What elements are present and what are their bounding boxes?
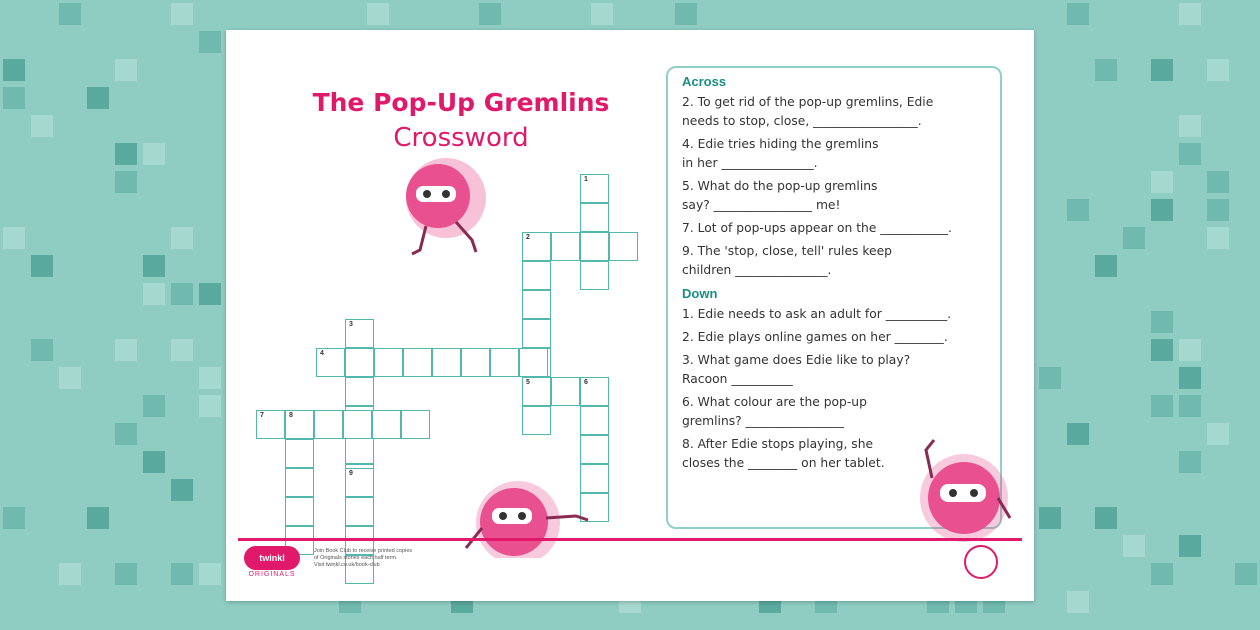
background-pixel — [3, 59, 25, 81]
gremlin-illustration-right — [906, 428, 1016, 548]
worksheet — [226, 30, 1034, 601]
background-pixel — [59, 3, 81, 25]
background-pixel — [59, 367, 81, 389]
background-pixel — [31, 255, 53, 277]
background-pixel — [1207, 227, 1229, 249]
page-subtitle: Crossword — [393, 123, 529, 153]
down-heading: Down — [682, 286, 718, 301]
clue-line: children _______________. — [682, 263, 832, 277]
clue-line: needs to stop, close, _________________. — [682, 114, 922, 128]
clue-line: closes the ________ on her tablet. — [682, 456, 885, 470]
twinkl-logo: twinkl — [244, 546, 300, 570]
clue-line: 2. Edie plays online games on her ________. — [682, 330, 948, 344]
crossword-cell[interactable] — [401, 410, 430, 439]
background-pixel — [1151, 199, 1173, 221]
crossword-cell[interactable] — [343, 410, 372, 439]
background-pixel — [171, 563, 193, 585]
background-pixel — [143, 451, 165, 473]
background-pixel — [1151, 395, 1173, 417]
background-pixel — [3, 87, 25, 109]
clue-number: 9 — [349, 470, 353, 477]
background-pixel — [1179, 451, 1201, 473]
background-pixel — [1179, 115, 1201, 137]
clue-line: 3. What game does Edie like to play? — [682, 353, 911, 367]
across-clue — [682, 135, 986, 173]
background-pixel — [115, 143, 137, 165]
crossword-cell[interactable] — [316, 348, 345, 377]
clue-line: 6. What colour are the pop-up — [682, 395, 867, 409]
footer-line-3: Visit twinkl.co.uk/book-club — [314, 562, 380, 568]
crossword-cell[interactable] — [522, 261, 551, 290]
background-pixel — [675, 3, 697, 25]
background-pixel — [171, 227, 193, 249]
background-pixel — [1039, 507, 1061, 529]
across-clue — [682, 219, 986, 238]
background-pixel — [1179, 535, 1201, 557]
background-pixel — [87, 507, 109, 529]
background-pixel — [1151, 171, 1173, 193]
clue-line: gremlins? ________________ — [682, 414, 844, 428]
background-pixel — [115, 423, 137, 445]
crossword-cell[interactable] — [519, 348, 548, 377]
background-pixel — [1179, 339, 1201, 361]
across-clue — [682, 177, 986, 215]
page-title: The Pop-Up Gremlins — [312, 88, 610, 117]
clue-number: 6 — [584, 379, 588, 386]
crossword-cell[interactable] — [522, 232, 551, 261]
crossword-cell[interactable] — [345, 468, 374, 497]
background-pixel — [1207, 59, 1229, 81]
background-pixel — [1067, 591, 1089, 613]
footer-divider — [238, 538, 1022, 541]
background-pixel — [199, 395, 221, 417]
crossword-cell[interactable] — [580, 203, 609, 232]
background-pixel — [1179, 143, 1201, 165]
crossword-cell[interactable] — [580, 261, 609, 290]
across-clue — [682, 93, 986, 131]
background-pixel — [1067, 3, 1089, 25]
crossword-cell[interactable] — [461, 348, 490, 377]
crossword-cell[interactable] — [345, 319, 374, 348]
crossword-cell[interactable] — [372, 410, 401, 439]
background-pixel — [1095, 507, 1117, 529]
background-pixel — [1123, 535, 1145, 557]
crossword-cell[interactable] — [374, 348, 403, 377]
background-pixel — [199, 367, 221, 389]
background-pixel — [171, 3, 193, 25]
background-pixel — [1151, 339, 1173, 361]
background-pixel — [199, 283, 221, 305]
background-pixel — [1039, 367, 1061, 389]
twinkl-logo-subtitle: ORIGINALS — [248, 571, 296, 578]
clue-number: 7 — [260, 412, 264, 419]
crossword-cell[interactable] — [285, 439, 314, 468]
gremlin-illustration-bottom — [448, 478, 608, 558]
down-clue — [682, 393, 986, 431]
crossword-cell[interactable] — [345, 377, 374, 406]
background-pixel — [591, 3, 613, 25]
crossword-cell[interactable] — [522, 406, 551, 435]
clue-line: 4. Edie tries hiding the gremlins — [682, 137, 879, 151]
background-pixel — [1207, 171, 1229, 193]
crossword-cell[interactable] — [580, 174, 609, 203]
crossword-cell[interactable] — [285, 410, 314, 439]
background-pixel — [1067, 199, 1089, 221]
crossword-cell[interactable] — [403, 348, 432, 377]
background-pixel — [1179, 3, 1201, 25]
background-pixel — [367, 3, 389, 25]
background-pixel — [1067, 423, 1089, 445]
crossword-cell[interactable] — [345, 435, 374, 464]
clue-line: 8. After Edie stops playing, she — [682, 437, 874, 451]
background-pixel — [115, 339, 137, 361]
crossword-cell[interactable] — [551, 232, 580, 261]
clue-number: 3 — [349, 321, 353, 328]
clue-line: 2. To get rid of the pop-up gremlins, Edie — [682, 95, 934, 109]
background-pixel — [115, 171, 137, 193]
clue-number: 5 — [526, 379, 530, 386]
background-pixel — [1123, 227, 1145, 249]
background-pixel — [1095, 59, 1117, 81]
crossword-cell[interactable] — [256, 410, 285, 439]
crossword-cell[interactable] — [285, 497, 314, 526]
background-pixel — [1151, 563, 1173, 585]
crossword-cell[interactable] — [285, 468, 314, 497]
gremlin-illustration-top — [386, 158, 506, 268]
crossword-cell[interactable] — [551, 377, 580, 406]
background-pixel — [31, 339, 53, 361]
background-pixel — [143, 143, 165, 165]
background-pixel — [171, 339, 193, 361]
twinkl-badge-icon — [964, 545, 998, 579]
background-pixel — [479, 3, 501, 25]
background-pixel — [1095, 255, 1117, 277]
background-pixel — [1151, 59, 1173, 81]
across-clue — [682, 242, 986, 280]
footer-line-1: Join Book Club to receive printed copies — [314, 548, 413, 554]
down-clue — [682, 305, 986, 324]
across-clue-list — [682, 93, 986, 280]
background-pixel — [115, 563, 137, 585]
background-pixel — [1207, 199, 1229, 221]
clue-line: 5. What do the pop-up gremlins — [682, 179, 878, 193]
background-pixel — [143, 395, 165, 417]
background-pixel — [199, 31, 221, 53]
background-pixel — [3, 227, 25, 249]
footer-text — [314, 548, 474, 569]
clue-line: 9. The 'stop, close, tell' rules keep — [682, 244, 892, 258]
clue-line: in her _______________. — [682, 156, 818, 170]
clue-number: 2 — [526, 234, 530, 241]
background-pixel — [1207, 423, 1229, 445]
clue-line: 7. Lot of pop-ups appear on the ___________. — [682, 221, 952, 235]
across-heading: Across — [682, 74, 727, 89]
crossword-cell[interactable] — [314, 410, 343, 439]
crossword-cell[interactable] — [345, 497, 374, 526]
crossword-cell[interactable] — [580, 435, 609, 464]
crossword-cell[interactable] — [580, 232, 609, 261]
crossword-cell[interactable] — [609, 232, 638, 261]
down-clue — [682, 328, 986, 347]
background-pixel — [87, 87, 109, 109]
background-pixel — [171, 283, 193, 305]
clue-number: 4 — [320, 350, 324, 357]
background-pixel — [115, 59, 137, 81]
background-pixel — [1179, 395, 1201, 417]
crossword-cell[interactable] — [580, 406, 609, 435]
down-clue — [682, 351, 986, 389]
background-pixel — [143, 255, 165, 277]
clue-line: say? ________________ me! — [682, 198, 841, 212]
background-pixel — [171, 479, 193, 501]
crossword-cell[interactable] — [522, 290, 551, 319]
clue-number: 1 — [584, 176, 588, 183]
background-pixel — [199, 563, 221, 585]
background-pixel — [1235, 563, 1257, 585]
crossword-cell[interactable] — [522, 377, 551, 406]
crossword-cell[interactable] — [490, 348, 519, 377]
footer-line-2: of Originals stories each half term. — [314, 555, 398, 561]
background-pixel — [31, 115, 53, 137]
crossword-cell[interactable] — [345, 348, 374, 377]
background-pixel — [143, 283, 165, 305]
clue-line: Racoon __________ — [682, 372, 793, 386]
background-pixel — [1179, 367, 1201, 389]
background-pixel — [59, 563, 81, 585]
clue-number: 8 — [289, 412, 293, 419]
crossword-cell[interactable] — [432, 348, 461, 377]
background-pixel — [1151, 311, 1173, 333]
clue-line: 1. Edie needs to ask an adult for __________. — [682, 307, 952, 321]
crossword-cell[interactable] — [580, 377, 609, 406]
background-pixel — [3, 507, 25, 529]
crossword-cell[interactable] — [522, 319, 551, 348]
